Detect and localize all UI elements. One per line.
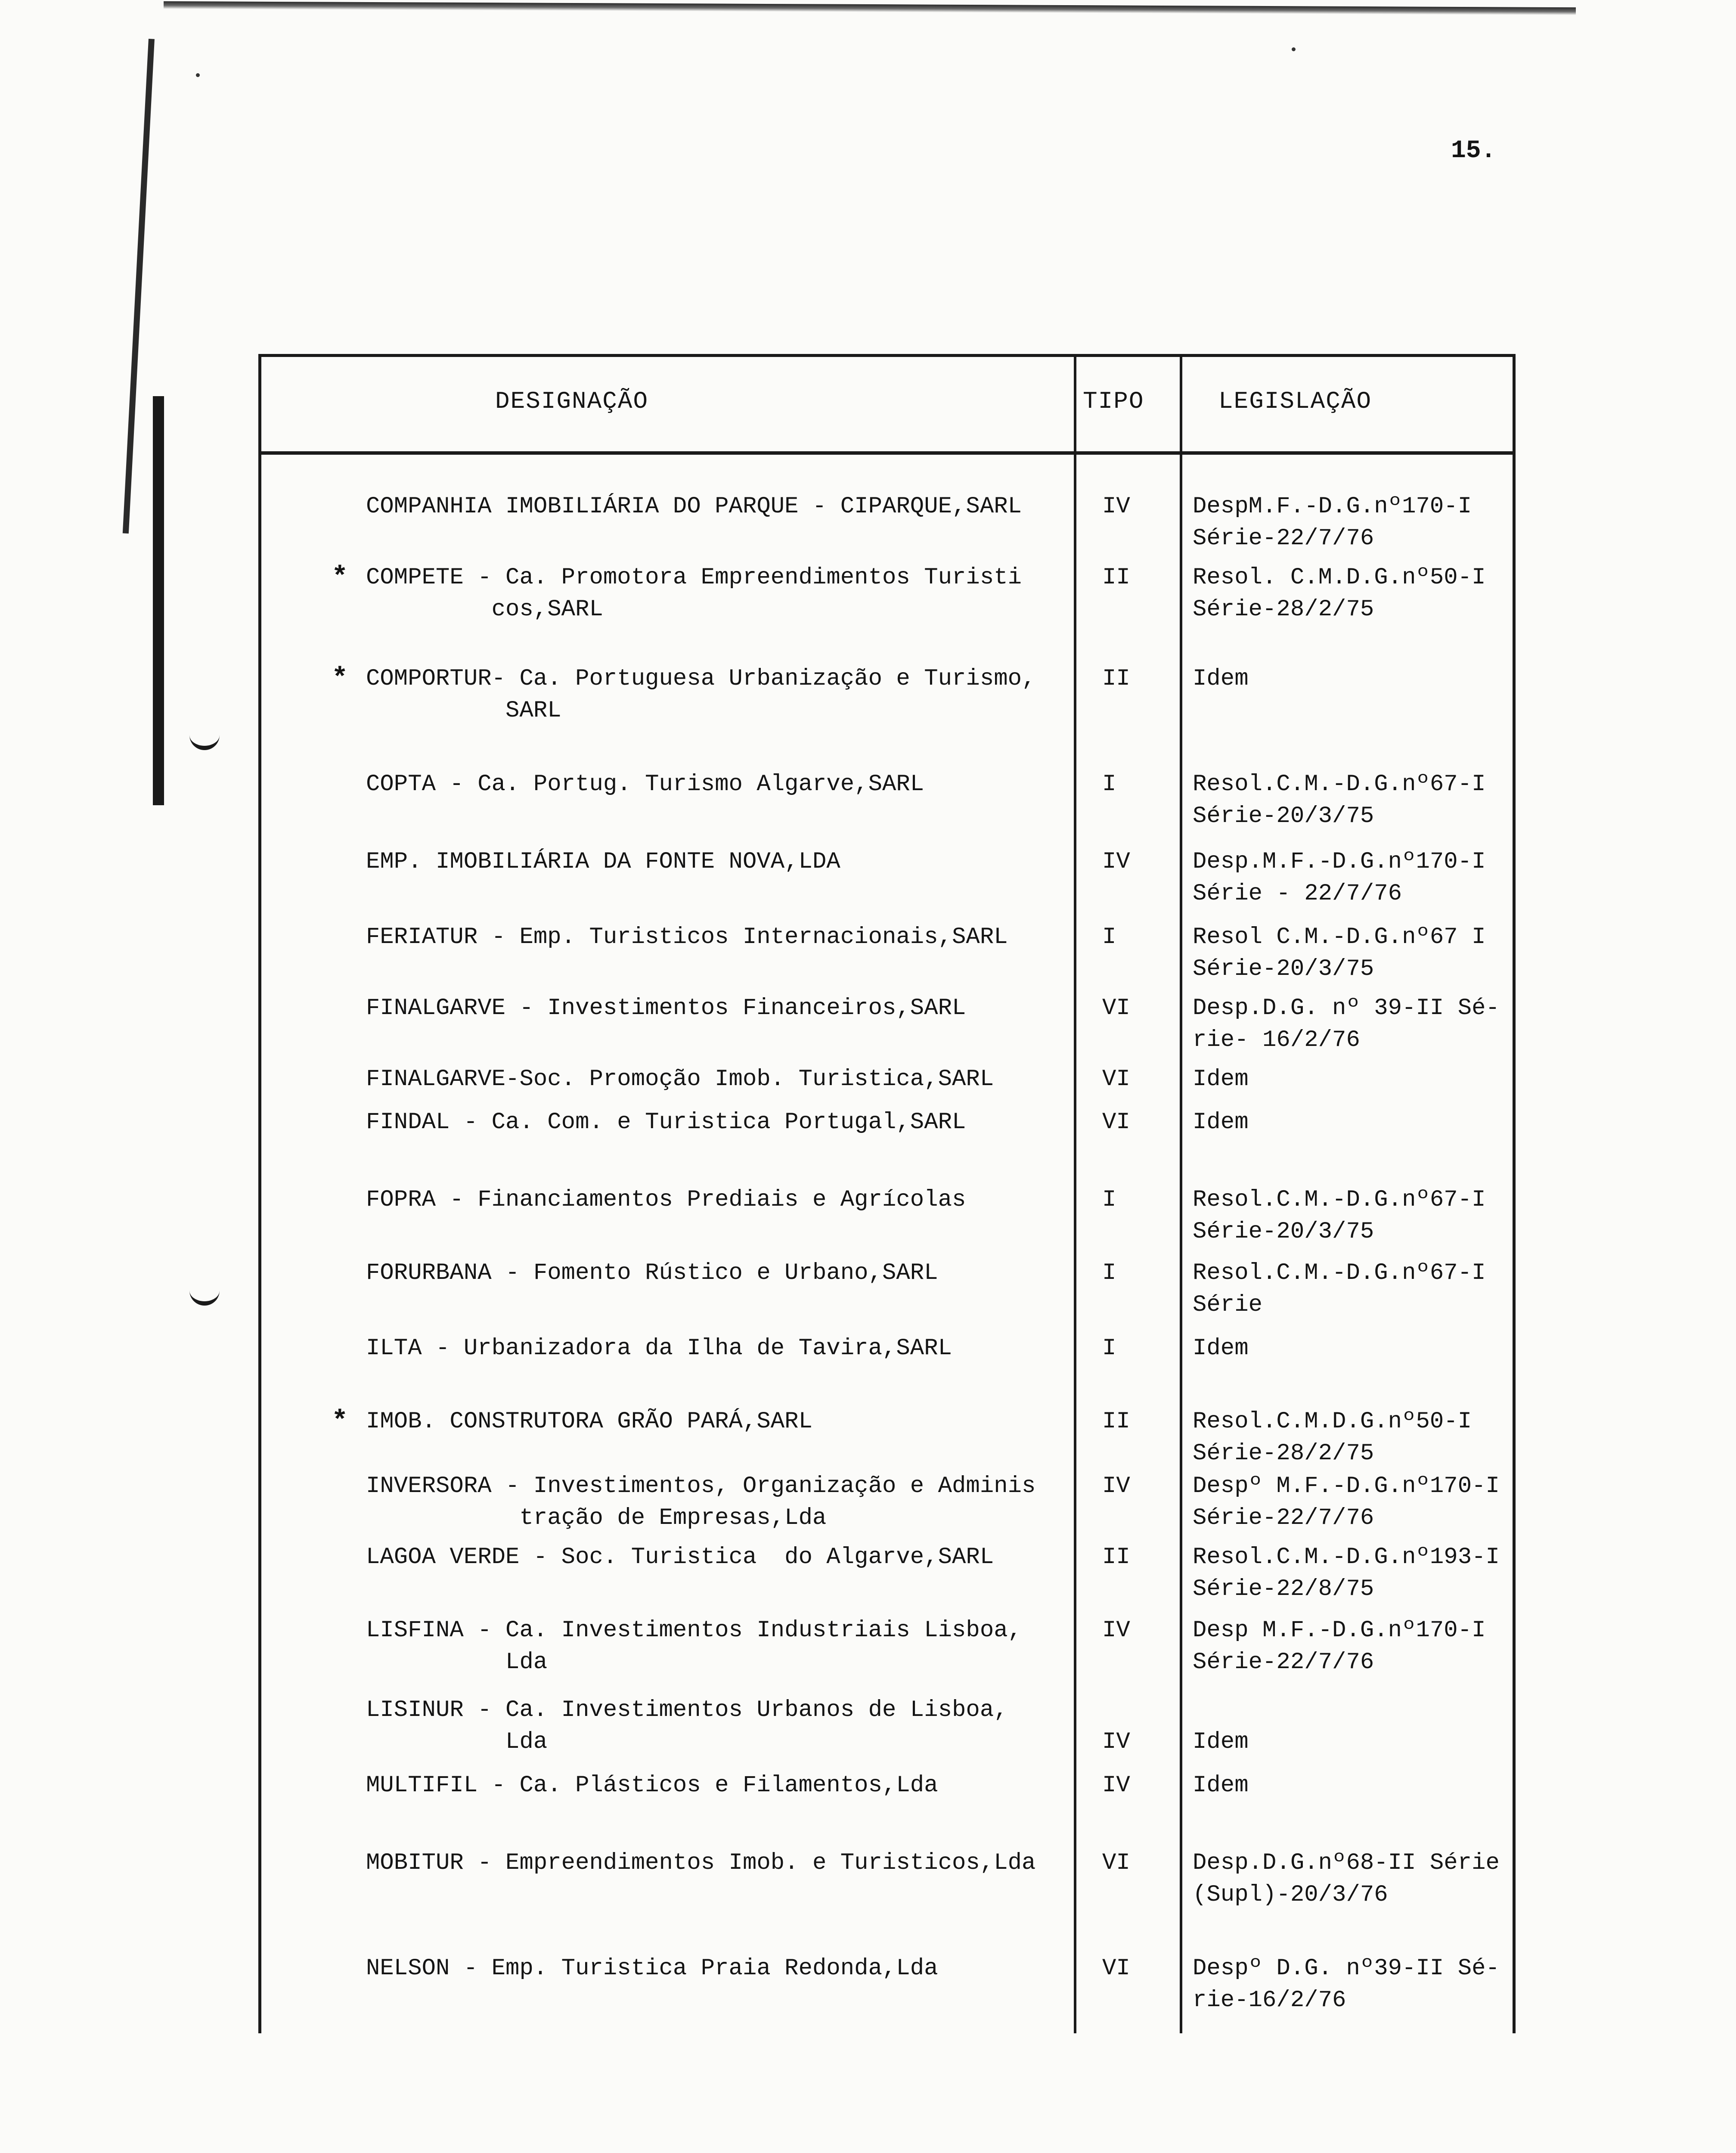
legislacao-cell: Desp M.F.-D.G.nº170-I Série-22/7/76 [1193, 1617, 1486, 1675]
tipo-cell: IV [1102, 1729, 1130, 1755]
tipo-cell: I [1102, 1260, 1116, 1286]
designacao-cell: FERIATUR - Emp. Turisticos Internacionais,SARL [366, 924, 1008, 950]
legislacao-cell: Idem [1193, 666, 1249, 692]
designacao-cell: COPTA - Ca. Portug. Turismo Algarve,SARL [366, 771, 924, 797]
designacao-cell: COMPANHIA IMOBILIÁRIA DO PARQUE - CIPARQUE,SARL [366, 493, 1022, 520]
designacao-cell: COMPORTUR- Ca. Portuguesa Urbanização e Turismo, SARL [366, 666, 1036, 724]
designacao-cell: FINDAL - Ca. Com. e Turistica Portugal,SARL [366, 1109, 966, 1135]
legislacao-cell: Resol.C.M.-D.G.nº67-I Série [1193, 1260, 1486, 1318]
scan-edge-left [123, 39, 155, 534]
tipo-cell: IV [1102, 1772, 1130, 1799]
designacao-cell: NELSON - Emp. Turistica Praia Redonda,Lda [366, 1955, 938, 1982]
row-marker: * [332, 562, 348, 593]
tipo-cell: I [1102, 771, 1116, 797]
designacao-cell: COMPETE - Ca. Promotora Empreendimentos Turisti cos,SARL [366, 565, 1022, 623]
row-marker: * [332, 664, 348, 695]
designacao-cell: LISINUR - Ca. Investimentos Urbanos de Lisboa, Lda [366, 1697, 1008, 1755]
legislacao-cell: Resol.C.M.D.G.nº50-I Série-28/2/75 [1193, 1408, 1472, 1467]
designacao-cell: FOPRA - Financiamentos Prediais e Agrícolas [366, 1187, 966, 1213]
page-number: 15. [1451, 137, 1496, 165]
legislacao-cell: Idem [1193, 1335, 1249, 1362]
legislacao-cell: Resol.C.M.-D.G.nº67-I Série-20/3/75 [1193, 771, 1486, 829]
tipo-cell: IV [1102, 1473, 1130, 1499]
tipo-cell: II [1102, 666, 1130, 692]
legislacao-cell: Desp.D.G.nº68-II Série (Supl)-20/3/76 [1193, 1850, 1500, 1908]
legislacao-cell: Idem [1193, 1772, 1249, 1799]
legislacao-cell: Resol.C.M.-D.G.nº67-I Série-20/3/75 [1193, 1187, 1486, 1245]
tipo-cell: VI [1102, 1066, 1130, 1092]
punch-hole-mark [189, 1287, 220, 1306]
scan-edge-left-lower [153, 396, 164, 805]
designacao-cell: FORURBANA - Fomento Rústico e Urbano,SARL [366, 1260, 938, 1286]
legislacao-cell: Despº M.F.-D.G.nº170-I Série-22/7/76 [1193, 1473, 1500, 1531]
tipo-cell: VI [1102, 1850, 1130, 1876]
tipo-cell: VI [1102, 995, 1130, 1021]
legislacao-cell: Desp.D.G. nº 39-II Sé- rie- 16/2/76 [1193, 995, 1500, 1053]
header-legislacao: LEGISLAÇÃO [1218, 388, 1372, 415]
tipo-cell: II [1102, 1408, 1130, 1435]
tipo-cell: I [1102, 924, 1116, 950]
designacao-cell: FINALGARVE-Soc. Promoção Imob. Turistica,SARL [366, 1066, 994, 1092]
scan-edge-top [164, 1, 1576, 15]
designacao-cell: EMP. IMOBILIÁRIA DA FONTE NOVA,LDA [366, 849, 840, 875]
legislacao-cell: Desp.M.F.-D.G.nº170-I Série - 22/7/76 [1193, 849, 1486, 907]
tipo-cell: IV [1102, 493, 1130, 520]
designacao-cell: ILTA - Urbanizadora da Ilha de Tavira,SARL [366, 1335, 952, 1362]
legislacao-cell: Idem [1193, 1109, 1249, 1135]
tipo-cell: VI [1102, 1955, 1130, 1982]
tipo-cell: IV [1102, 849, 1130, 875]
header-tipo: TIPO [1083, 388, 1144, 415]
designacao-cell: MOBITUR - Empreendimentos Imob. e Turisticos,Lda [366, 1850, 1036, 1876]
designacao-cell: MULTIFIL - Ca. Plásticos e Filamentos,Lda [366, 1772, 938, 1799]
header-designacao: DESIGNAÇÃO [495, 388, 649, 415]
designacao-cell: LAGOA VERDE - Soc. Turistica do Algarve,SARL [366, 1544, 994, 1570]
column-divider [1180, 354, 1182, 2033]
tipo-cell: I [1102, 1187, 1116, 1213]
row-marker: * [332, 1406, 348, 1437]
designacao-cell: IMOB. CONSTRUTORA GRÃO PARÁ,SARL [366, 1408, 812, 1435]
designacao-cell: INVERSORA - Investimentos, Organização e Adminis tração de Empresas,Lda [366, 1473, 1036, 1531]
tipo-cell: I [1102, 1335, 1116, 1362]
speck [196, 73, 200, 77]
punch-hole-mark [189, 732, 220, 750]
designacao-cell: LISFINA - Ca. Investimentos Industriais Lisboa, Lda [366, 1617, 1022, 1675]
tipo-cell: IV [1102, 1617, 1130, 1644]
legislacao-cell: Resol. C.M.D.G.nº50-I Série-28/2/75 [1193, 565, 1486, 623]
speck [1292, 47, 1296, 51]
tipo-cell: II [1102, 1544, 1130, 1570]
legislacao-cell: Idem [1193, 1066, 1249, 1092]
tipo-cell: II [1102, 565, 1130, 591]
legislacao-cell: DespM.F.-D.G.nº170-I Série-22/7/76 [1193, 493, 1472, 552]
column-divider [1074, 354, 1076, 2033]
designacao-cell: FINALGARVE - Investimentos Financeiros,SARL [366, 995, 966, 1021]
legislacao-cell: Resol C.M.-D.G.nº67 I Série-20/3/75 [1193, 924, 1486, 982]
legislacao-cell: Resol.C.M.-D.G.nº193-I Série-22/8/75 [1193, 1544, 1500, 1602]
legislacao-cell: Despº D.G. nº39-II Sé- rie-16/2/76 [1193, 1955, 1500, 2013]
tipo-cell: VI [1102, 1109, 1130, 1135]
header-rule [258, 451, 1516, 455]
legislacao-cell: Idem [1193, 1729, 1249, 1755]
